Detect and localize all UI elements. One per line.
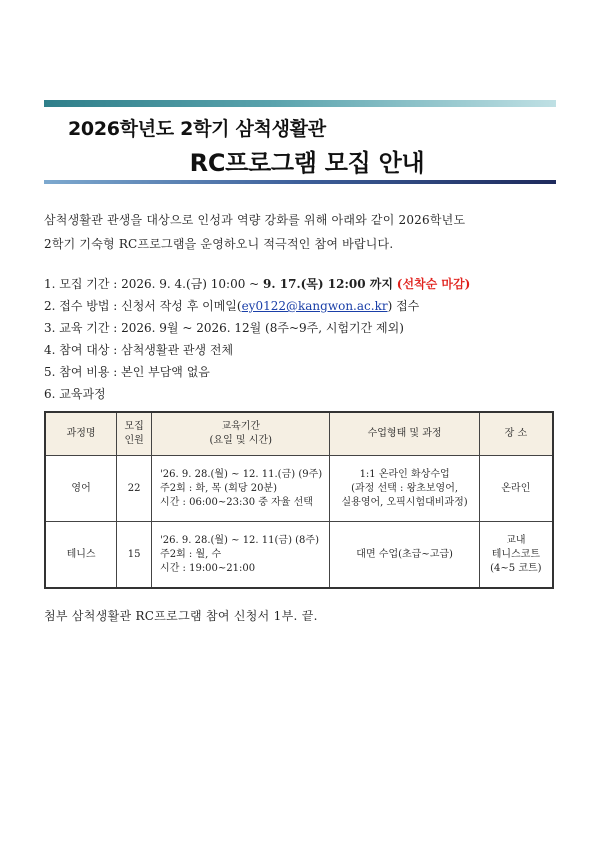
item-edu-period: 3. 교육 기간 : 2026. 9월 ~ 2026. 12월 (8주~9주, 시험기간 제외) <box>44 321 404 335</box>
intro-line-1: 삼척생활관 관생을 대상으로 인성과 역량 강화를 위해 아래와 같이 2026학년도 <box>44 213 466 227</box>
course-name: 영어 <box>45 456 117 522</box>
course-period <box>152 522 330 589</box>
header-course: 과정명 <box>45 412 117 456</box>
format-line-3: 실용영어, 오픽시험대비과정) <box>341 496 468 508</box>
period-line-1: '26. 9. 28.(월) ~ 12. 11.(금) (9주) <box>160 468 323 480</box>
table-header-row <box>45 412 553 456</box>
recruit-period-note: (선착순 마감) <box>396 277 471 291</box>
place-line-1: 온라인 <box>501 482 531 494</box>
header-top-bar <box>44 100 556 107</box>
course-place <box>479 522 553 589</box>
page-title: RC프로그램 모집 안내 <box>189 149 425 177</box>
format-line-1: 대면 수업(초급~고급) <box>356 548 453 560</box>
title-line-1: 2026학년도 2학기 삼척생활관 <box>68 118 326 140</box>
course-period <box>152 456 330 522</box>
apply-method-suffix: ) 접수 <box>387 299 420 313</box>
header-quota-line-1: 모집 <box>124 421 144 432</box>
place-line-2: 테니스코트 <box>491 548 541 560</box>
course-quota: 15 <box>117 522 152 589</box>
header-place: 장 소 <box>479 412 553 456</box>
place-line-3: (4~5 코트) <box>490 562 542 574</box>
header-period-line-1: 교육기간 <box>221 421 261 432</box>
period-line-3: 시간 : 06:00~23:30 중 자율 선택 <box>160 496 313 508</box>
format-line-2: (과정 선택 : 왕초보영어, <box>351 482 459 494</box>
place-line-1: 교내 <box>506 534 526 546</box>
recruit-period-end: 9. 17.(목) 12:00 까지 <box>263 277 393 291</box>
attachment-note: 첨부 삼척생활관 RC프로그램 참여 신청서 1부. 끝. <box>44 609 318 623</box>
format-line-1: 1:1 온라인 화상수업 <box>359 468 450 480</box>
apply-method-label: 2. 접수 방법 : 신청서 작성 후 이메일( <box>44 299 242 313</box>
header-quota-line-2: 인원 <box>124 435 144 446</box>
table-row <box>45 522 553 589</box>
item-courses: 6. 교육과정 <box>44 387 106 401</box>
course-quota: 22 <box>117 456 152 522</box>
course-format <box>330 522 479 589</box>
table-row <box>45 456 553 522</box>
period-line-1: '26. 9. 28.(월) ~ 12. 11(금) (8주) <box>160 534 319 546</box>
period-line-2: 주2회 : 화, 목 (회당 20분) <box>160 482 277 494</box>
period-line-2: 주2회 : 월, 수 <box>160 548 222 560</box>
header-format: 수업형태 및 과정 <box>330 412 479 456</box>
course-format <box>330 456 479 522</box>
header-bottom-bar <box>44 180 556 184</box>
info-list <box>44 273 564 405</box>
course-place <box>479 456 553 522</box>
apply-email-link[interactable]: ey0122@kangwon.ac.kr <box>241 299 388 313</box>
item-cost: 5. 참여 비용 : 본인 부담액 없음 <box>44 365 210 379</box>
item-recruit-period <box>44 273 564 295</box>
course-table <box>44 411 554 589</box>
intro-paragraph <box>44 208 559 256</box>
recruit-period-label: 1. 모집 기간 : 2026. 9. 4.(금) 10:00 ~ <box>44 277 264 291</box>
intro-line-2: 2학기 기숙형 RC프로그램을 운영하오니 적극적인 참여 바랍니다. <box>44 237 394 251</box>
header-quota <box>117 412 152 456</box>
course-name: 테니스 <box>45 522 117 589</box>
item-target: 4. 참여 대상 : 삼척생활관 관생 전체 <box>44 343 234 357</box>
header-period-line-2: (요일 및 시간) <box>209 435 272 446</box>
period-line-3: 시간 : 19:00~21:00 <box>160 562 256 574</box>
header-period <box>152 412 330 456</box>
item-apply-method <box>44 295 564 317</box>
